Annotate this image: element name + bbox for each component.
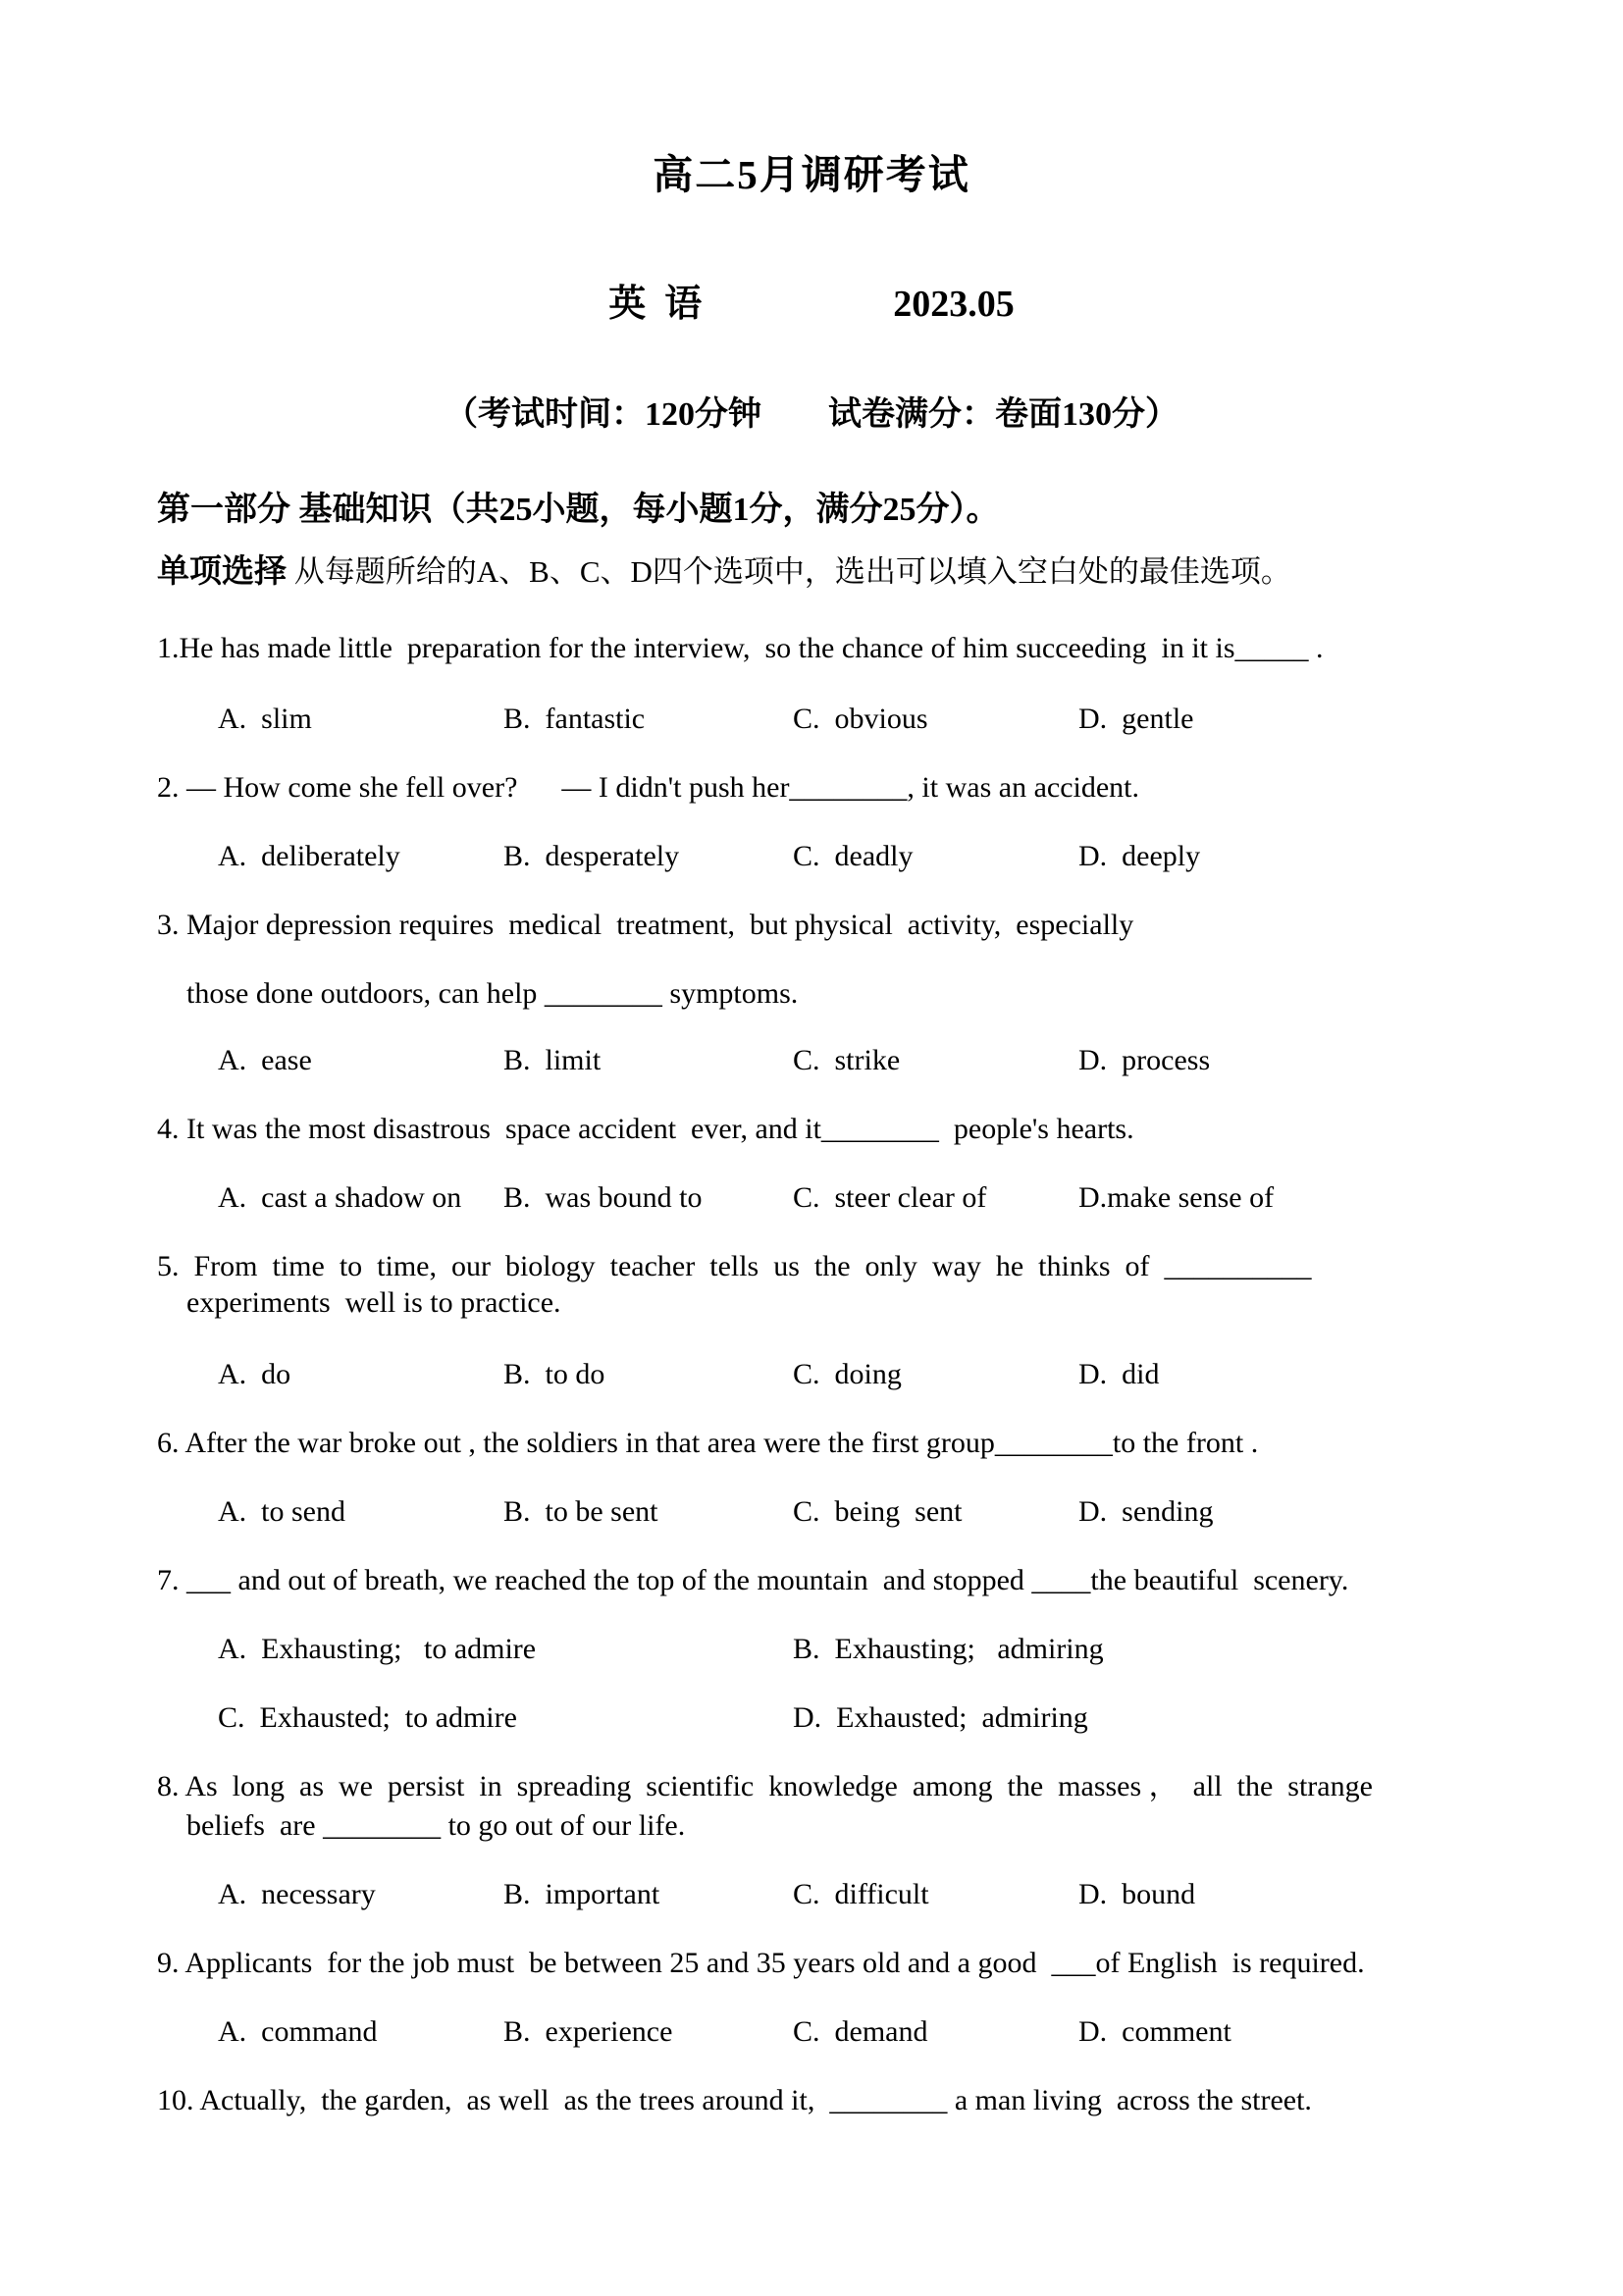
option-a: A. deliberately xyxy=(218,840,400,872)
option-d: D. process xyxy=(1078,1044,1211,1076)
option-c: C. Exhausted; to admire xyxy=(218,1701,517,1734)
instruction-line xyxy=(157,552,1291,592)
question-5-stem: 5. From time to time, our biology teacher tells us the only way he thinks of __________ xyxy=(157,1250,1312,1282)
question-2-options xyxy=(218,837,1584,876)
question-1-options xyxy=(218,700,1584,739)
subject-name: 英 语 xyxy=(608,284,703,325)
option-b: B. was bound to xyxy=(503,1181,703,1214)
question-4-options xyxy=(218,1178,1584,1218)
option-b: B. experience xyxy=(503,2015,673,2048)
exam-date: 2023.05 xyxy=(893,284,1015,325)
option-a: A. do xyxy=(218,1358,291,1390)
option-c: C. obvious xyxy=(793,703,928,735)
question-7-stem: 7. ___ and out of breath, we reached the top of the mountain and stopped ____the beautiful scenery. xyxy=(157,1564,1349,1596)
question-9-stem: 9. Applicants for the job must be between 25 and 35 years old and a good ___of English is required. xyxy=(157,1947,1365,1979)
question-4-stem: 4. It was the most disastrous space accident ever, and it________ people's hearts. xyxy=(157,1113,1134,1145)
question-2-stem: 2. — How come she fell over? — I didn't push her________, it was an accident. xyxy=(157,771,1140,804)
option-d: D. did xyxy=(1078,1358,1160,1390)
option-b: B. Exhausting; admiring xyxy=(793,1633,1104,1665)
option-d: D.make sense of xyxy=(1078,1181,1275,1214)
option-b: B. to be sent xyxy=(503,1495,658,1528)
option-c: C. demand xyxy=(793,2015,928,2048)
instruction-text: 从每题所给的A、B、C、D四个选项中，选出可以填入空白处的最佳选项。 xyxy=(287,554,1291,589)
option-d: D. gentle xyxy=(1078,703,1194,735)
option-d: D. sending xyxy=(1078,1495,1214,1528)
question-5-stem-2: experiments well is to practice. xyxy=(186,1286,561,1319)
question-5-options xyxy=(218,1355,1584,1394)
option-c: C. strike xyxy=(793,1044,901,1076)
option-b: B. to do xyxy=(503,1358,605,1390)
exam-title: 高二5月调研考试 xyxy=(653,152,970,197)
option-a: A. necessary xyxy=(218,1878,376,1910)
question-6-stem: 6. After the war broke out , the soldiers in that area were the first group________to the front . xyxy=(157,1427,1259,1459)
part-heading: 第一部分 基础知识（共25小题，每小题1分，满分25分）。 xyxy=(157,492,1000,528)
question-10-stem: 10. Actually, the garden, as well as the trees around it, ________ a man living across the street. xyxy=(157,2084,1312,2116)
option-b: B. limit xyxy=(503,1044,602,1076)
option-a: A. ease xyxy=(218,1044,312,1076)
question-9-options xyxy=(218,2012,1584,2052)
option-d: D. comment xyxy=(1078,2015,1231,2048)
question-3-stem: 3. Major depression requires medical treatment, but physical activity, especially xyxy=(157,909,1134,941)
option-a: A. Exhausting; to admire xyxy=(218,1633,537,1665)
option-c: C. difficult xyxy=(793,1878,929,1910)
option-c: C. deadly xyxy=(793,840,914,872)
question-3-options xyxy=(218,1041,1584,1080)
option-c: C. being sent xyxy=(793,1495,963,1528)
option-b: B. fantastic xyxy=(503,703,646,735)
option-b: B. important xyxy=(503,1878,660,1910)
option-a: A. cast a shadow on xyxy=(218,1181,462,1214)
option-c: C. doing xyxy=(793,1358,902,1390)
exam-info: （考试时间：120分钟 试卷满分：卷面130分） xyxy=(445,396,1178,433)
question-6-options xyxy=(218,1492,1584,1532)
instruction-label: 单项选择 xyxy=(157,554,287,590)
option-b: B. desperately xyxy=(503,840,680,872)
option-a: A. to send xyxy=(218,1495,345,1528)
option-d: D. bound xyxy=(1078,1878,1196,1910)
question-8-options xyxy=(218,1875,1584,1914)
option-c: C. steer clear of xyxy=(793,1181,987,1214)
option-a: A. slim xyxy=(218,703,312,735)
question-3-stem-2: those done outdoors, can help ________ symptoms. xyxy=(186,977,799,1010)
option-a: A. command xyxy=(218,2015,378,2048)
question-8-stem: 8. As long as we persist in spreading scientific knowledge among the masses ， all the strange xyxy=(157,1770,1373,1802)
question-7-options-row-2 xyxy=(218,1698,1584,1738)
question-7-options-row-1 xyxy=(218,1630,1584,1669)
question-8-stem-2: beliefs are ________ to go out of our life. xyxy=(186,1809,686,1842)
exam-subtitle xyxy=(0,285,1623,324)
option-d: D. Exhausted; admiring xyxy=(793,1701,1088,1734)
question-1-stem: 1.He has made little preparation for the interview, so the chance of him succeeding in it is_____ . xyxy=(157,632,1324,664)
option-d: D. deeply xyxy=(1078,840,1201,872)
